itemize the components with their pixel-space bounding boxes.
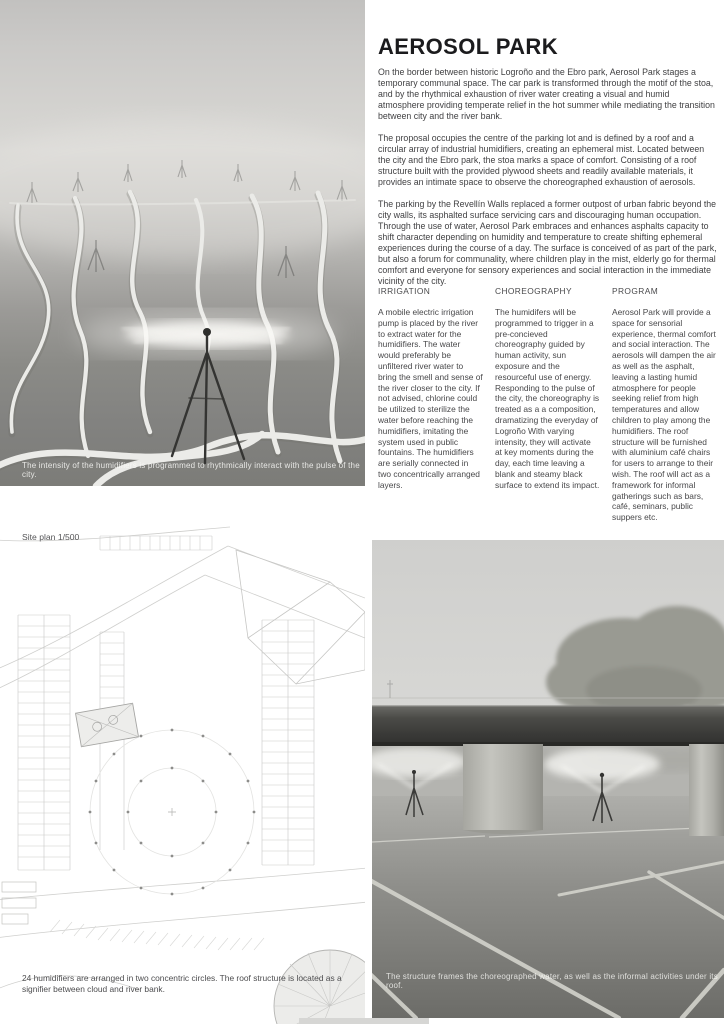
column-irrigation [378, 286, 483, 523]
scan-edge-mark [299, 1018, 429, 1024]
plan-humidifier-circles [89, 729, 256, 896]
description-columns [378, 286, 724, 523]
intro-paragraph-3: The parking by the Revellín Walls replaced a former outpost of urban fabric beyond the city walls, its asphalted surface servicing cars and discouraging human occupation. Through the use of water, Aerosol Park embraces and enhances asphalts capacity to shift character depending on humidity and temperature to create shifting ephemeral experiences during the course of a day. The surface is conceived of as part of the park, but also a forum for communality, where children play in the mist, elderly go for thermal comfort and everyone for sensory experiences and social interaction in the immediate vicinity of the city. [378, 199, 717, 286]
plan-stalls-top [100, 536, 212, 550]
photo-mist-field [0, 0, 365, 486]
column-right [689, 744, 724, 836]
column-choreography-heading: CHOREOGRAPHY [495, 286, 572, 296]
fog-glow [0, 120, 365, 260]
column-program-heading: PROGRAM [612, 286, 659, 296]
plan-riverbank-hatch [50, 920, 264, 950]
roof-slab [372, 706, 724, 746]
column-center [463, 744, 543, 830]
photo-top-caption: The intensity of the humidifiers is programmed to rhythmically interact with the pulse of the city. [22, 461, 360, 479]
plan-parking-right [262, 620, 314, 865]
photo-roof-structure [372, 540, 724, 1018]
column-choreography-body: The humidifers will be programmed to trigger in a pre-concieved choreography guided by human activity, sun exposure and the resourceful use of energy. Responding to the pulse of the city, the choreography is treated as a a composition, dramatizing the everyday of Logroño With varying intensity, they will activate at key moments during the day, each time leaving a blank and steamy black surface to extend its impact. [495, 307, 600, 490]
plan-pier [2, 882, 36, 924]
site-plan-caption: 24 humidifiers are arranged in two concentric circles. The roof structure is located as a signifier between cloud and river bank. [22, 973, 342, 994]
column-program-body: Aerosol Park will provide a space for sensorial experience, thermal comfort and social interaction. The aerosols will dampen the air as well as the asphalt, leaving a lasting humid atmosphere for people seeking relief from high temperatures and allow children to play among the humidifiers. The roof structure will be furnished with aluminium café chairs for users to arrange to their wish. The roof will act as a framework for informal gatherings such as bars, café, seminars, public suppers etc. [612, 307, 716, 523]
sprinkler-head [203, 328, 211, 336]
plan-roads [0, 527, 365, 990]
plan-roof-structure [75, 703, 138, 747]
site-plan-figure [0, 520, 365, 1024]
photo-bottom-caption: The structure frames the choreographed water, as well as the informal activities under its roof. [386, 972, 718, 990]
column-irrigation-body: A mobile electric irrigation pump is placed by the river to extract water for the humidifiers. The water would preferably be unfiltered river water to bring the smell and sense of the river closer to the city. If not advised, chlorine could be utilized to sterilize the water before reaching the humidifiers, imitating the system used in public fountains. The humidifiers are serially connected in two concentrically arranged layers. [378, 307, 483, 490]
mist-field-scene [0, 0, 365, 486]
site-plan-label: Site plan 1/500 [22, 532, 80, 542]
page-title: AEROSOL PARK [378, 34, 559, 59]
roof-structure-scene [372, 540, 724, 1018]
column-choreography [495, 286, 600, 523]
intro-paragraph-2: The proposal occupies the centre of the parking lot and is defined by a roof and a circular array of industrial humidifiers, creating an ephemeral mist. Located between the city and the Ebro park, the stoa marks a space of comfort. Consisting of a roof structure built with the provided plywood sheets and readily available materials, it provides an intimate space to observe the choreographed exhaustion of aerosols. [378, 133, 705, 187]
column-program [612, 286, 717, 523]
intro-paragraph-1: On the border between historic Logroño and the Ebro park, Aerosol Park stages a temporary communal space. The car park is transformed through the motif of the stoa, and by the rhythmical exhaustion of river water creating a visual and humid atmosphere providing temperate relief in the hot summer while mediating the transition between city and the river bank. [378, 67, 715, 121]
column-irrigation-heading: IRRIGATION [378, 286, 431, 296]
site-plan-drawing [0, 520, 365, 1024]
text-column [378, 36, 718, 298]
